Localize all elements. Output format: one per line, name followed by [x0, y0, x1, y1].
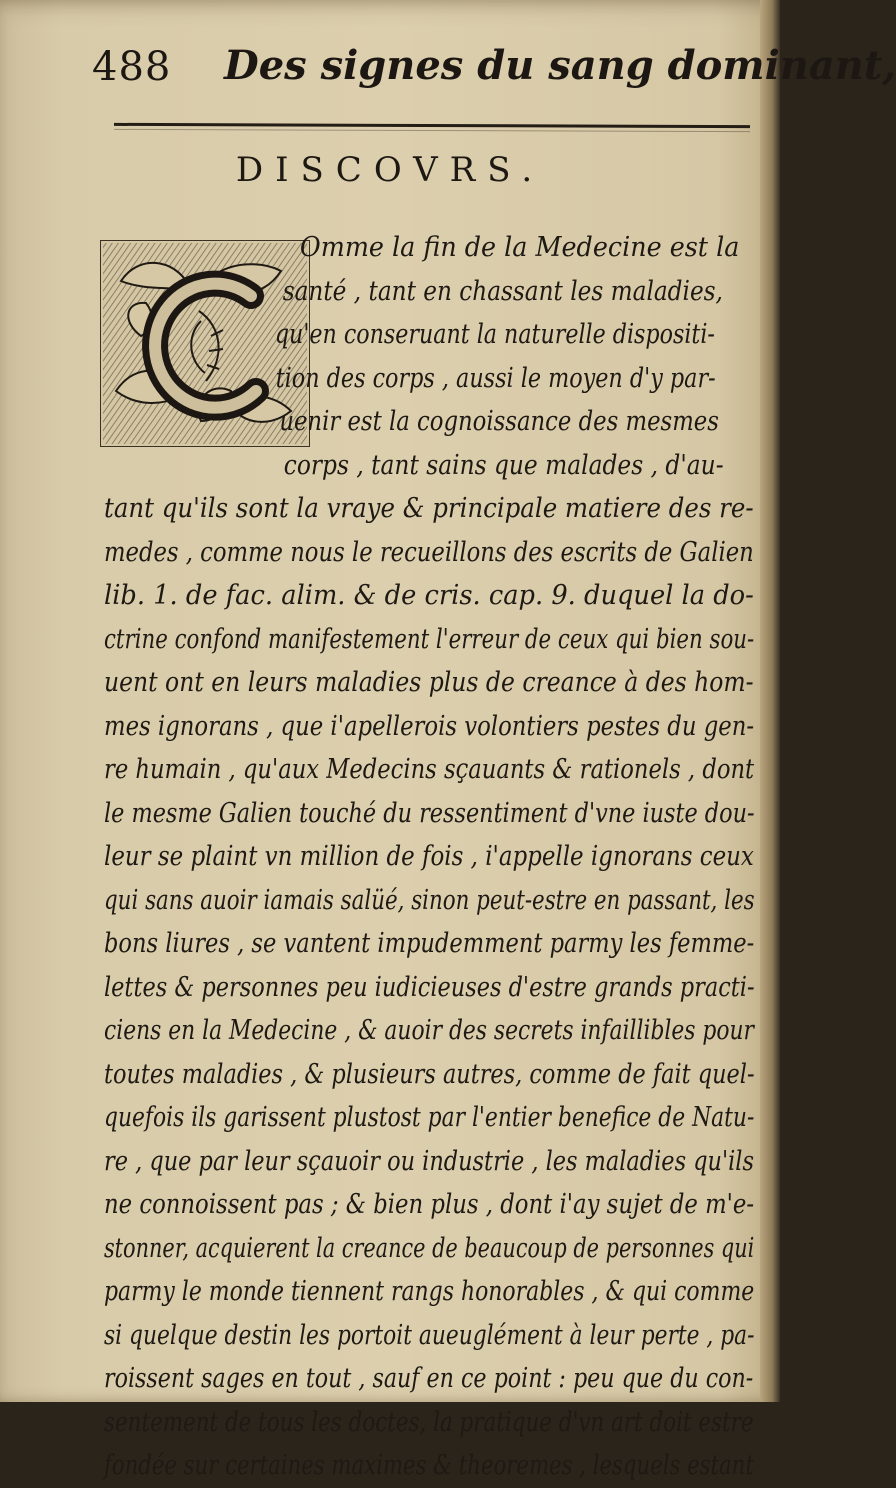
- running-title: Des signes du sang dominant,: [224, 42, 896, 89]
- text-line: ne connoissent pas ; & bien plus , dont i'ay sujet de m'e-: [104, 1188, 755, 1220]
- text-line: tion des corps , aussi le moyen d'y par-: [275, 361, 716, 394]
- header-rule: [114, 123, 750, 128]
- text-line: ciens en la Medecine , & auoir des secrets infaillibles pour: [104, 1014, 754, 1046]
- section-heading: DISCOVRS.: [235, 150, 545, 190]
- text-line: roissent sages en tout , sauf en ce point : peu que du con-: [104, 1362, 754, 1394]
- text-line: mes ignorans , que i'apellerois volontiers pestes du gen-: [104, 709, 755, 742]
- text-line: toutes maladies , & plusieurs autres, comme de fait quel-: [104, 1057, 755, 1090]
- text-line: lib. 1. de fac. alim. & de cris. cap. 9. duquel la do-: [104, 579, 754, 611]
- text-line: fondée sur certaines maximes & theoremes , lesquels estant: [104, 1449, 754, 1481]
- text-line: qui sans auoir iamais salüé, sinon peut-estre en passant, les: [104, 883, 755, 916]
- text-line: stonner, acquierent la creance de beaucoup de personnes qui: [104, 1231, 755, 1264]
- text-line: medes , comme nous le recueillons des escrits de Galien: [104, 535, 754, 568]
- page-number: 488: [92, 44, 172, 90]
- text-line: ctrine confond manifestement l'erreur de ceux qui bien sou-: [104, 622, 755, 655]
- text-line: santé , tant en chassant les maladies,: [282, 274, 723, 307]
- text-line: si quelque destin les portoit aueuglément à leur perte , pa-: [104, 1318, 755, 1351]
- text-line: lettes & personnes peu iudicieuses d'estre grands practi-: [104, 970, 755, 1003]
- text-line: uenir est la cognoissance des mesmes: [279, 405, 719, 437]
- text-line: re humain , qu'aux Medecins sçauants & rationels , dont: [104, 753, 755, 785]
- text-line: parmy le monde tiennent rangs honorables , & qui comme: [104, 1275, 755, 1307]
- text-line: sentement de tous les doctes, la pratique d'vn art doit estre: [104, 1405, 754, 1438]
- text-line: bons liures , se vantent impudemment parmy les femme-: [104, 927, 755, 959]
- text-line: uent ont en leurs maladies plus de creance à des hom-: [104, 666, 754, 698]
- page-header: [92, 38, 896, 108]
- text-line: Omme la fin de la Medecine est la: [299, 231, 740, 263]
- text-line: re , que par leur sçauoir ou industrie , les maladies qu'ils: [104, 1144, 754, 1177]
- text-line: tant qu'ils sont la vraye & principale matiere des re-: [104, 492, 754, 524]
- text-line: le mesme Galien touché du ressentiment d'vne iuste dou-: [104, 796, 755, 829]
- text-line: qu'en conseruant la naturelle dispositi-: [274, 318, 715, 350]
- text-line: corps , tant sains que malades , d'au-: [283, 448, 724, 481]
- text-line: quefois ils garissent plustost par l'entier benefice de Natu-: [104, 1101, 755, 1133]
- text-line: leur se plaint vn million de fois , i'appelle ignorans ceux: [104, 840, 754, 872]
- body-text: [104, 226, 784, 1488]
